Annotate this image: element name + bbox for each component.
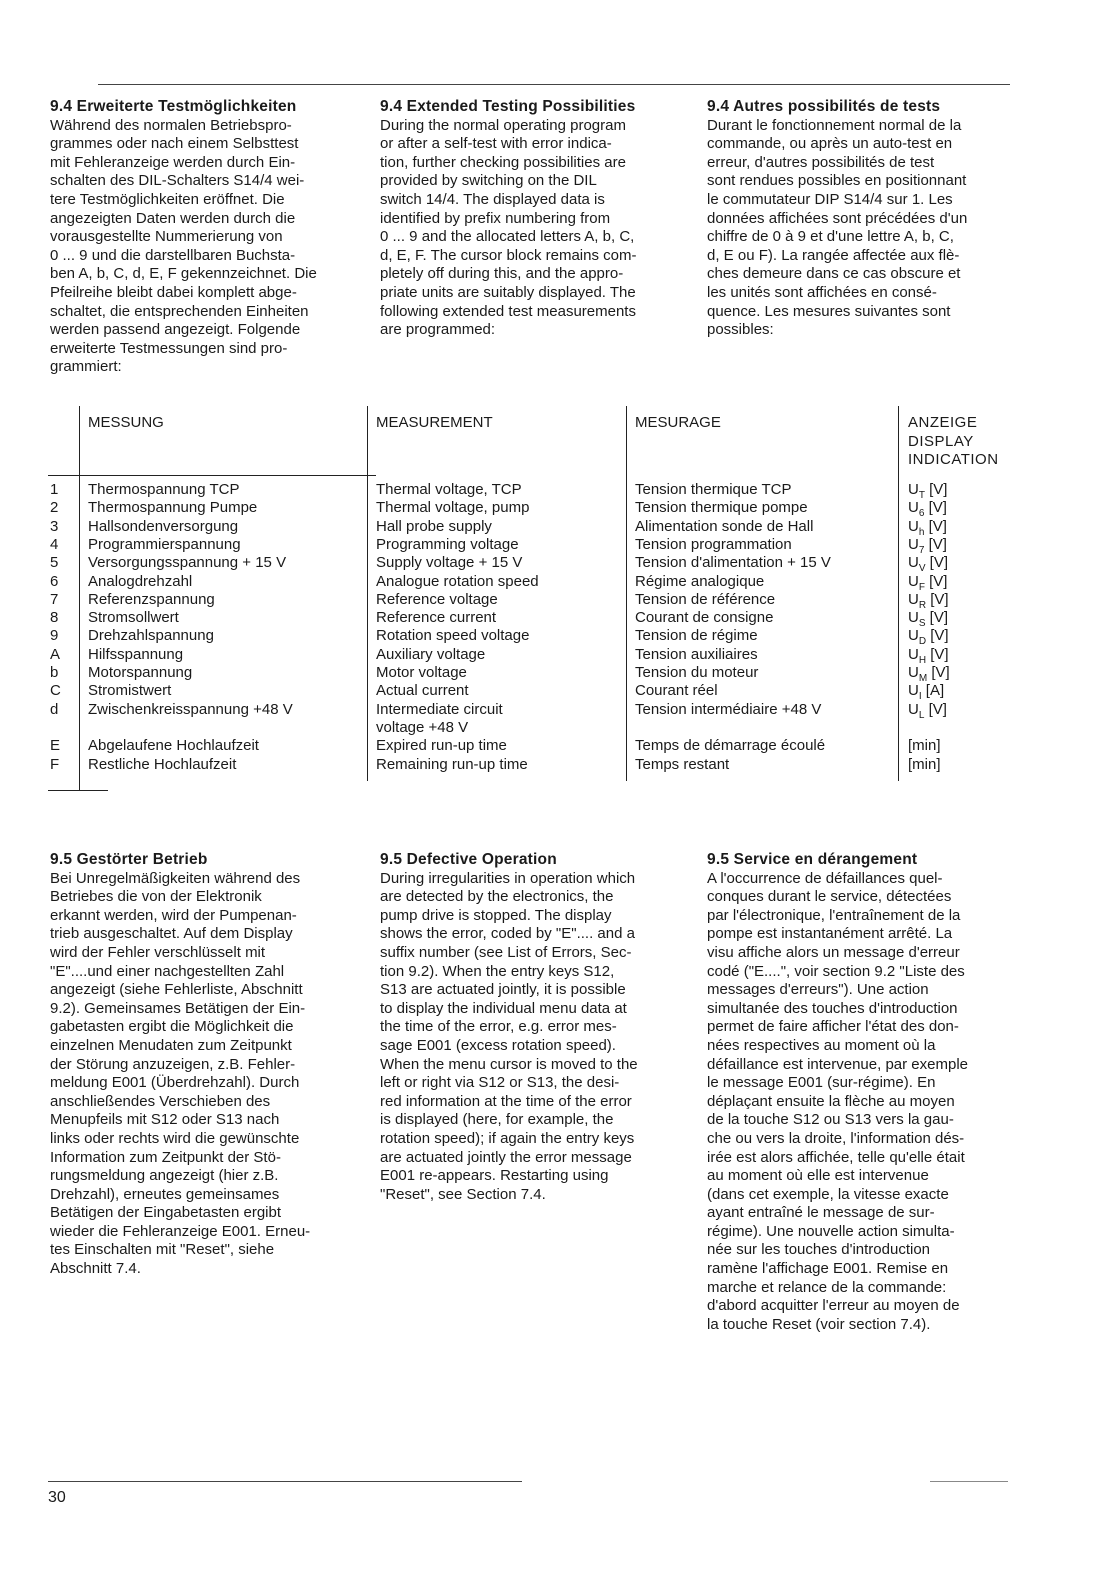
measurement-fr: Temps restant <box>635 755 730 773</box>
unit-value: [V] <box>926 645 949 663</box>
unit-value: [V] <box>925 554 949 572</box>
measurement-fr: Tension thermique pompe <box>635 499 808 517</box>
table-row <box>48 591 1010 609</box>
unit-value: [V] <box>927 664 950 681</box>
section-title: 9.4 Erweiterte Testmöglichkeiten <box>50 98 297 115</box>
row-key: E <box>50 737 61 755</box>
header-measurement-fr: MESURAGE <box>635 414 721 431</box>
unit-value: [V] <box>924 517 947 535</box>
row-key: 3 <box>50 517 59 535</box>
measurement-en: Rotation speed voltage <box>376 627 530 645</box>
header-display <box>908 414 999 470</box>
unit-symbol: U <box>908 554 919 572</box>
section-body: Durant le fonctionnement normal de la commande, ou après un auto-test en erreur, d'autres possibilités de test sont rendues possibles en positionnant le commutateur DIP S14/4 sur 1. Les données affichées sont précédées d'un chiffre de 0 à 9 et d'une lettre A, b, C, d, E ou F). La rangée affectée aux flè- ches demeure dans ce cas obscure et les unités sont affichées en consé- quence. Les mesures suivantes sont possibles: <box>707 116 968 339</box>
row-key: 1 <box>50 481 59 498</box>
unit-subscript: M <box>918 673 928 684</box>
unit-value: [V] <box>924 499 947 517</box>
unit-value: [min] <box>908 755 941 773</box>
header-display-fr: INDICATION <box>908 451 999 469</box>
section-9-4-en <box>380 98 680 340</box>
measurement-de: Programmierspannung <box>88 535 241 553</box>
measurement-de: Abgelaufene Hochlaufzeit <box>88 737 259 755</box>
table-row <box>48 646 1010 664</box>
measurement-de: Hallsondenversorgung <box>88 517 239 535</box>
row-key: b <box>50 664 59 681</box>
unit-value: [A] <box>921 682 945 700</box>
measurement-en: Thermal voltage, TCP <box>376 481 522 498</box>
unit-symbol: U <box>908 700 919 718</box>
measurement-fr: Tension programmation <box>635 535 792 553</box>
row-key: 5 <box>50 554 59 572</box>
table-row <box>48 627 1010 648</box>
section-9-4-de <box>50 98 350 377</box>
measurement-de: Thermospannung TCP <box>88 481 240 498</box>
measurement-fr: Régime analogique <box>635 572 765 590</box>
row-key: 6 <box>50 572 59 590</box>
unit-subscript: 7 <box>918 544 925 556</box>
footer-rule-right <box>930 1481 1008 1482</box>
section-body: A l'occurrence de défaillances quel- conques durant le service, détectées par l'électronique, l'entraînement de la pompe est instantanément arrêté. La visu affiche alors un message d'erreur codé ("E....", voir section 9.2 "Liste des messages d'erreurs"). Une action simultanée des touches d'introduction permet de faire afficher l'état des don- nées respectives au moment où la défaillance est intervenue, par exemple le message E001 (sur-régime). En déplaçant ensuite la flèche au moyen de la touche S12 ou S13 vers la gau- che ou vers la droite, l'information dés- irée est alors affichée, telle qu'elle était au moment où elle est intervenue (dans cet exemple, la vitesse exacte ayant entraîné le message de sur- régime). Une nouvelle action simulta- née sur les touches d'introduction ramène l'affichage E001. Remise en marche et relance de la commande: d'abord acquitter l'erreur au moyen de la touche Reset (voir section 7.4). <box>707 869 968 1333</box>
unit-subscript: V <box>918 563 926 575</box>
section-title: 9.4 Extended Testing Possibilities <box>380 98 636 115</box>
table-row <box>48 481 1010 499</box>
unit-subscript: 6 <box>918 508 925 520</box>
section-9-5-fr <box>707 851 1007 1334</box>
display-unit <box>908 701 947 725</box>
measurement-fr: Temps de démarrage écoulé <box>635 737 826 755</box>
unit-value: [V] <box>924 572 948 590</box>
unit-symbol: U <box>908 609 919 627</box>
measurement-en: Thermal voltage, pump <box>376 499 530 517</box>
section-body: Während des normalen Betriebspro- grammes oder nach einem Selbsttest mit Fehleranzeige werden durch Ein- schalten des DIL-Schalters S14/4 wei- tere Testmöglichkeiten eröffnet. Die angezeigten Daten werden durch die vorausgestellte Nummerierung von 0 ... 9 und die darstellbaren Buchsta- ben A, b, C, d, E, F gekennzeichnet. Die Pfeilreihe bleibt dabei komplett abge- schaltet, die entsprechenden Einheiten werden passend angezeigt. Folgende erweiterte Testmessungen sind pro- grammiert: <box>50 116 317 376</box>
unit-subscript: h <box>918 526 925 538</box>
unit-symbol: U <box>908 664 919 681</box>
table-row <box>48 536 1010 554</box>
unit-subscript: D <box>918 636 927 648</box>
header-display-de: ANZEIGE <box>908 414 978 431</box>
unit-value: [V] <box>924 700 947 718</box>
measurement-fr: Tension de régime <box>635 627 758 645</box>
table-row <box>48 499 1010 520</box>
unit-symbol: U <box>908 682 919 700</box>
section-title: 9.5 Defective Operation <box>380 851 557 868</box>
measurement-de: Motorspannung <box>88 664 193 681</box>
table-row <box>48 701 1010 738</box>
section-title: 9.5 Gestörter Betrieb <box>50 851 208 868</box>
measurement-fr: Tension d'alimentation + 15 V <box>635 554 831 572</box>
measurement-de: Hilfsspannung <box>88 645 184 663</box>
table-row <box>48 682 1010 703</box>
table-row <box>48 737 1010 755</box>
unit-symbol: U <box>908 627 919 645</box>
measurement-de: Drehzahlspannung <box>88 627 214 645</box>
bottom-rule <box>48 790 108 791</box>
row-key: F <box>50 755 60 773</box>
unit-symbol: U <box>908 481 919 498</box>
unit-subscript: F <box>918 581 925 593</box>
table-row <box>48 554 1010 575</box>
measurement-en: Programming voltage <box>376 535 519 553</box>
measurement-fr: Tension thermique TCP <box>635 481 792 498</box>
unit-symbol: U <box>908 590 919 608</box>
unit-symbol: U <box>908 517 919 535</box>
measurement-en: Actual current <box>376 682 469 700</box>
row-key: d <box>50 700 59 718</box>
row-key: 4 <box>50 535 59 553</box>
measurement-fr: Alimentation sonde de Hall <box>635 517 814 535</box>
unit-value: [V] <box>926 590 949 608</box>
unit-subscript: T <box>918 490 925 501</box>
section-title: 9.4 Autres possibilités de tests <box>707 98 941 115</box>
measurement-fr: Tension auxiliaires <box>635 645 758 663</box>
page-number: 30 <box>48 1489 66 1506</box>
unit-symbol: U <box>908 572 919 590</box>
measurement-fr: Tension du moteur <box>635 664 759 681</box>
section-title: 9.5 Service en dérangement <box>707 851 918 868</box>
section-body: During irregularities in operation which are detected by the electronics, the pump drive is stopped. The display shows the error, coded by "E".... and a suffix number (see List of Errors, Sec- tion 9.2). When the entry keys S12, S13 are actuated jointly, it is possible to display the individual menu data at the time of the error, e.g. error mes- sage E001 (excess rotation speed). When the menu cursor is moved to the left or right via S12 or S13, the desi- red information at the time of the error is displayed (here, for example, the rotation speed); if again the entry keys are actuated jointly the error message E001 re-appears. Restarting using "Reset", see Section 7.4. <box>380 869 638 1203</box>
measurement-de: Thermospannung Pumpe <box>88 499 258 517</box>
measurement-en: Supply voltage + 15 V <box>376 554 523 572</box>
measurement-de: Restliche Hochlaufzeit <box>88 755 237 773</box>
measurement-fr: Tension de référence <box>635 590 776 608</box>
unit-subscript: H <box>918 654 927 666</box>
row-key: 7 <box>50 590 59 608</box>
measurement-de: Versorgungsspannung + 15 V <box>88 554 287 572</box>
top-rule <box>98 84 1010 85</box>
header-rule <box>48 475 376 476</box>
row-key: 2 <box>50 499 59 517</box>
row-key: 9 <box>50 627 59 645</box>
measurement-en: Remaining run-up time <box>376 755 528 773</box>
measurement-en: Intermediate circuit voltage +48 V <box>376 700 503 736</box>
measurement-en: Analogue rotation speed <box>376 572 539 590</box>
measurement-de: Zwischenkreisspannung +48 V <box>88 700 293 718</box>
measurement-de: Referenzspannung <box>88 590 215 608</box>
row-key: A <box>50 645 61 663</box>
unit-value: [V] <box>926 627 949 645</box>
measurement-en: Motor voltage <box>376 664 467 681</box>
unit-value: [min] <box>908 737 941 755</box>
display-unit <box>908 756 941 780</box>
measurement-en: Expired run-up time <box>376 737 507 755</box>
section-9-4-fr <box>707 98 1007 340</box>
footer-rule <box>48 1481 522 1482</box>
header-measurement-en: MEASUREMENT <box>376 414 493 431</box>
measurement-de: Stromistwert <box>88 682 172 700</box>
unit-symbol: U <box>908 499 919 517</box>
table-row <box>48 664 1010 682</box>
section-9-5-en <box>380 851 680 1204</box>
measurement-en: Reference voltage <box>376 590 498 608</box>
section-body: During the normal operating program or after a self-test with error indica- tion, further checking possibilities are provided by switching on the DIL switch 14/4. The displayed data is identified by prefix numbering from 0 ... 9 and the allocated letters A, b, C, d, E, F. The cursor block remains com- pletely off during this, and the appro- priate units are suitably displayed. The following extended test measurements are programmed: <box>380 116 637 339</box>
unit-symbol: U <box>908 645 919 663</box>
header-measurement-de: MESSUNG <box>88 414 164 431</box>
measurement-de: Stromsollwert <box>88 609 179 627</box>
measurement-fr: Courant réel <box>635 682 718 700</box>
unit-subscript: R <box>918 599 927 611</box>
measurement-table <box>48 406 1010 791</box>
measurement-fr: Tension intermédiaire +48 V <box>635 700 822 718</box>
unit-symbol: U <box>908 535 919 553</box>
section-9-5-de <box>50 851 350 1279</box>
unit-value: [V] <box>924 481 948 498</box>
unit-subscript: S <box>918 618 926 630</box>
measurement-fr: Courant de consigne <box>635 609 774 627</box>
section-body: Bei Unregelmäßigkeiten während des Betriebes die von der Elektronik erkannt werden, wird der Pumpenan- trieb ausgeschaltet. Auf dem Display wird der Fehler verschlüsselt mit "E"....und einer nachgestellten Zahl angezeigt (siehe Fehlerliste, Abschnitt 9.2). Gemeinsames Betätigen der Ein- gabetasten ergibt die Möglichkeit die einzelnen Menudaten zum Zeitpunkt der Störung anzuzeigen, z.B. Fehler- meldung E001 (Überdrehzahl). Durch anschließendes Verschieben des Menupfeils mit S12 oder S13 nach links oder rechts wird die gewünschte Information zum Zeitpunkt der Stö- rungsmeldung angezeigt (hier z.B. Drehzahl), erneutes gemeinsames Betätigen der Eingabetasten ergibt wieder die Fehleranzeige E001. Erneu- tes Einschalten mit "Reset", siehe Abschnitt 7.4. <box>50 869 311 1278</box>
unit-value: [V] <box>924 535 947 553</box>
table-row <box>48 609 1010 630</box>
table-row <box>48 518 1010 536</box>
row-key: 8 <box>50 609 59 627</box>
unit-subscript: I <box>918 691 922 703</box>
table-row <box>48 756 1010 774</box>
header-display-en: DISPLAY <box>908 432 974 450</box>
row-key: C <box>50 682 61 700</box>
measurement-en: Hall probe supply <box>376 517 492 535</box>
unit-value: [V] <box>925 609 949 627</box>
table-row <box>48 573 1010 591</box>
unit-subscript: L <box>918 709 925 721</box>
measurement-de: Analogdrehzahl <box>88 572 193 590</box>
measurement-en: Auxiliary voltage <box>376 645 486 663</box>
measurement-en: Reference current <box>376 609 497 627</box>
